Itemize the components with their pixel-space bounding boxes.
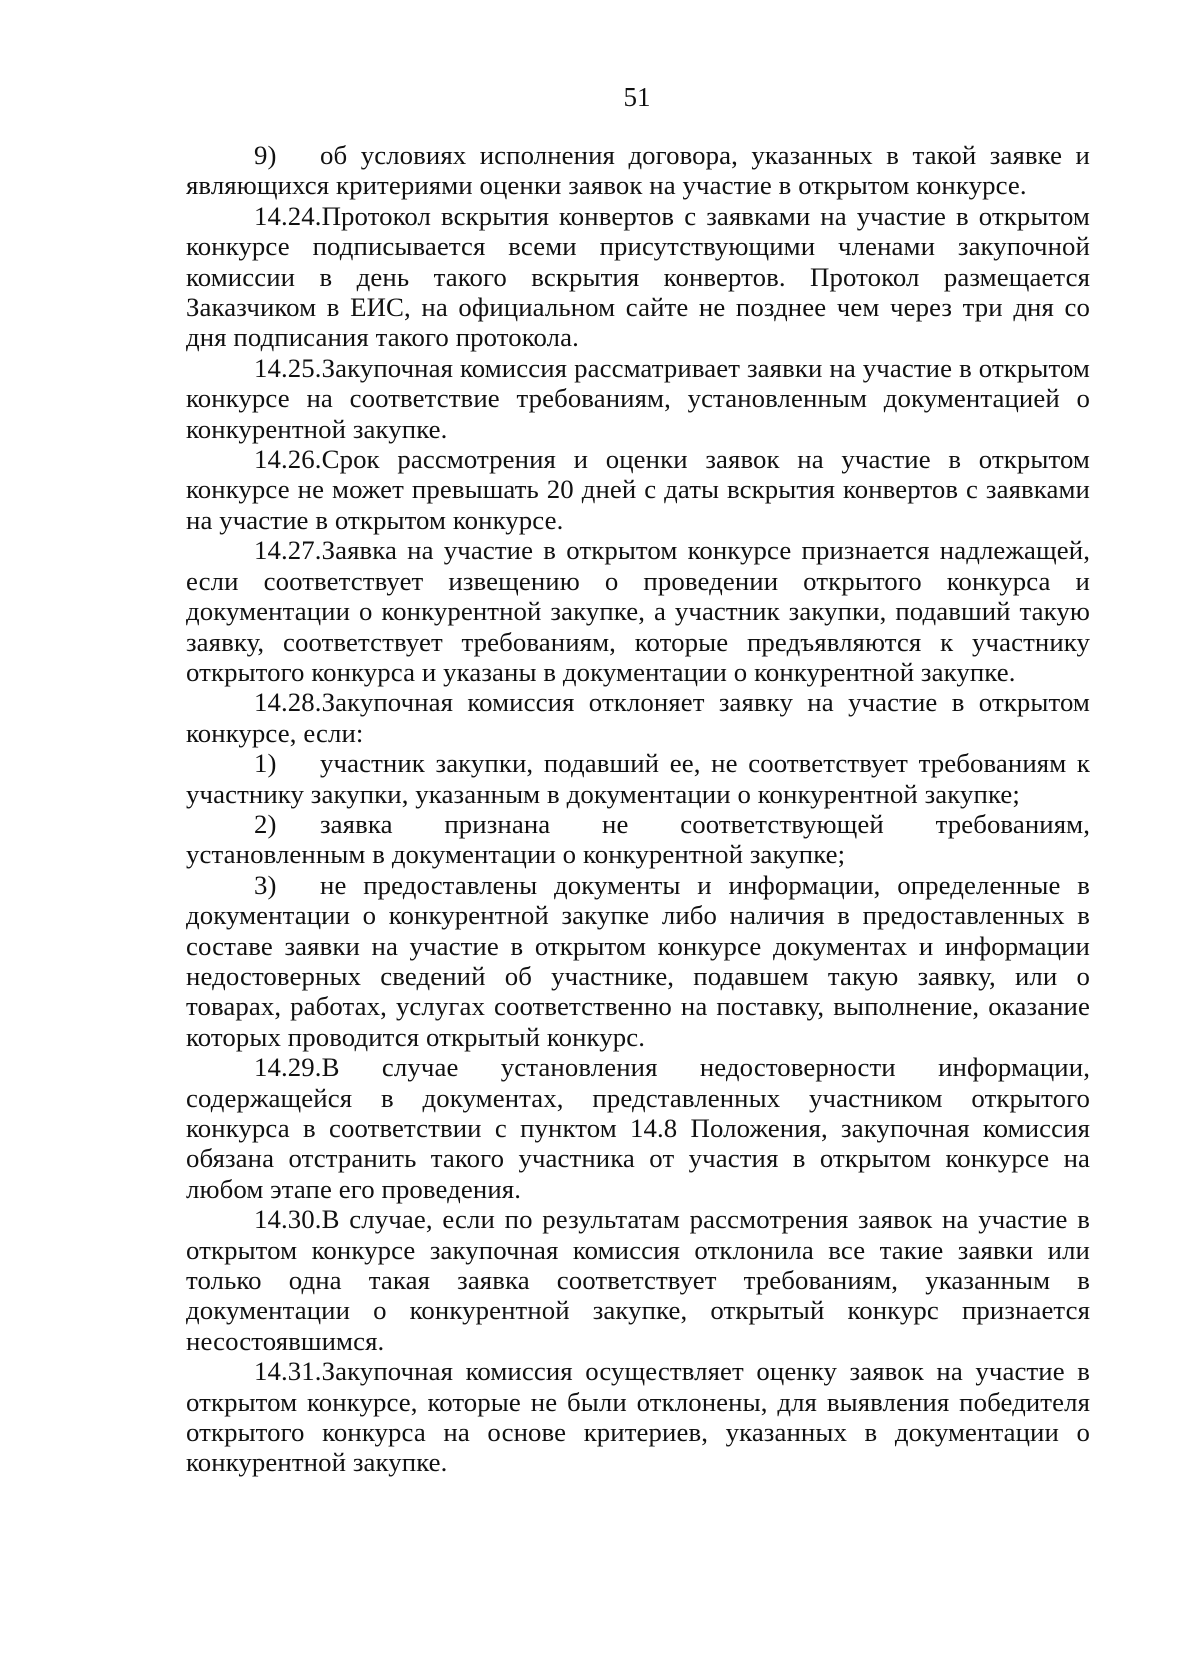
item-text: об условиях исполнения договора, указанных в такой заявке и являющихся критериями оценки заявок на участие в открытом конкурсе.	[186, 140, 1090, 201]
item-text: участник закупки, подавший ее, не соответствует требованиям к участнику закупки, указанным в документации о конкурентной закупке;	[186, 748, 1090, 809]
paragraph-14-29: 14.29.В случае установления недостоверности информации, содержащейся в документах, представленных участником открытого конкурса в соответствии с пунктом 14.8 Положения, закупочная комиссия обязана отстранить такого участника от участия в открытом конкурсе на любом этапе его проведения.	[186, 1052, 1090, 1204]
paragraph-14-26: 14.26.Срок рассмотрения и оценки заявок на участие в открытом конкурсе не может превышать 20 дней с даты вскрытия конвертов с заявками на участие в открытом конкурсе.	[186, 444, 1090, 535]
paragraph-14-27: 14.27.Заявка на участие в открытом конкурсе признается надлежащей, если соответствует извещению о проведении открытого конкурса и документации о конкурентной закупке, а участник закупки, подавший такую заявку, соответствует требованиям, которые предъявляются к участнику открытого конкурса и указаны в документации о конкурентной закупке.	[186, 535, 1090, 687]
paragraph-14-30: 14.30.В случае, если по результатам рассмотрения заявок на участие в открытом конкурсе закупочная комиссия отклонила все такие заявки или только одна такая заявка соответствует требованиям, указанным в документации о конкурентной закупке, открытый конкурс признается несостоявшимся.	[186, 1204, 1090, 1356]
paragraph-14-25: 14.25.Закупочная комиссия рассматривает заявки на участие в открытом конкурсе на соответствие требованиям, установленным документацией о конкурентной закупке.	[186, 352, 1090, 444]
paragraph-14-28: 14.28.Закупочная комиссия отклоняет заявку на участие в открытом конкурсе, если:	[186, 687, 1090, 748]
paragraph-14-24: 14.24.Протокол вскрытия конвертов с заявками на участие в открытом конкурсе подписывается всеми присутствующими членами закупочной комиссии в день такого вскрытия конвертов. Протокол размещается Заказчиком в ЕИС, на официальном сайте не позднее чем через три дня со дня подписания такого протокола.	[186, 200, 1090, 353]
list-item-9	[186, 140, 1090, 201]
item-text: заявка признана не соответствующей требованиям, установленным в документации о конкурентной закупке;	[186, 808, 1090, 870]
list-item-2	[186, 809, 1090, 870]
paragraph-14-31: 14.31.Закупочная комиссия осуществляет оценку заявок на участие в открытом конкурсе, которые не были отклонены, для выявления победителя открытого конкурса на основе критериев, указанных в документации о конкурентной закупке.	[186, 1356, 1090, 1478]
item-text: не предоставлены документы и информации, определенные в документации о конкурентной закупке либо наличия в предоставленных в составе заявки на участие в открытом конкурсе документах и информации недостоверных сведений об участнике, подавшем такую заявку, или о товарах, работах, услугах соответственно на поставку, выполнение, оказание которых проводится открытый конкурс.	[186, 869, 1090, 1052]
list-item-3	[186, 870, 1090, 1052]
item-number: 3)	[254, 869, 277, 900]
page-number: 51	[623, 82, 651, 112]
document-body	[186, 140, 1090, 1478]
item-number: 9)	[254, 140, 277, 170]
item-number: 2)	[254, 808, 277, 839]
item-number: 1)	[254, 748, 277, 779]
list-item-1	[186, 748, 1090, 809]
